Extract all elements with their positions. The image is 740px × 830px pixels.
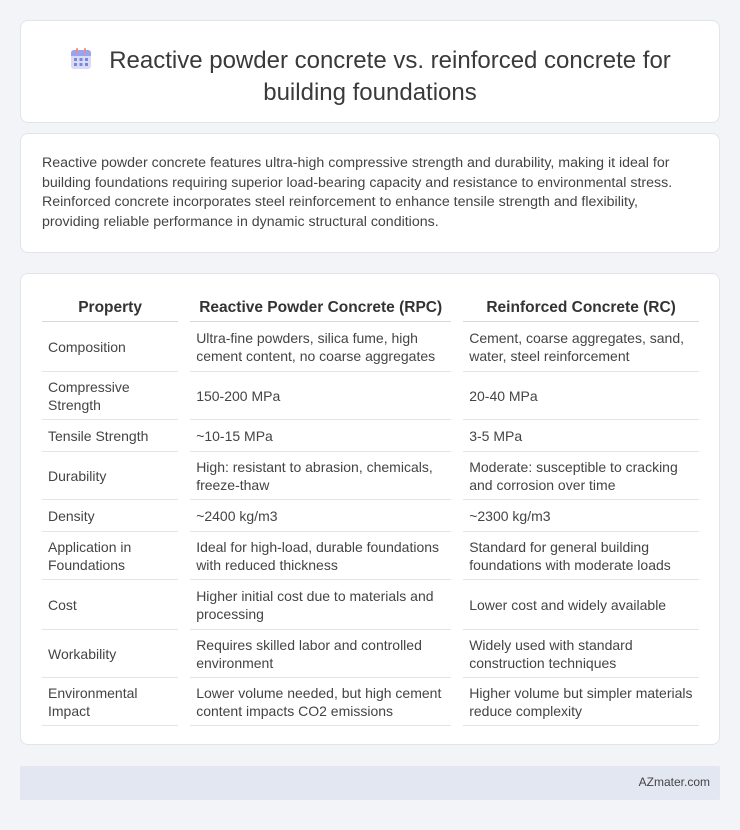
rc-cell: Lower cost and widely available xyxy=(463,580,699,630)
rpc-cell: High: resistant to abrasion, chemicals, freeze-thaw xyxy=(190,452,451,500)
property-cell: Compressive Strength xyxy=(42,372,178,420)
rpc-cell: Ideal for high-load, durable foundations with reduced thickness xyxy=(190,532,451,580)
calendar-icon xyxy=(69,47,93,71)
title-line-1: Reactive powder concrete vs. reinforced concrete for xyxy=(109,47,671,74)
comparison-card xyxy=(20,273,720,745)
table-row xyxy=(42,532,699,580)
footer-brand: AZmater.com xyxy=(638,775,710,789)
rpc-cell: 150-200 MPa xyxy=(190,372,451,420)
property-cell: Application in Foundations xyxy=(42,532,178,580)
property-cell: Cost xyxy=(42,580,178,630)
property-cell: Durability xyxy=(42,452,178,500)
property-cell: Workability xyxy=(42,630,178,678)
table-row xyxy=(42,372,699,420)
title-line-2: building foundations xyxy=(263,79,477,106)
rpc-cell: Higher initial cost due to materials and processing xyxy=(190,580,451,630)
title-card xyxy=(20,20,720,123)
header-rc: Reinforced Concrete (RC) xyxy=(463,295,699,322)
table-row xyxy=(42,322,699,372)
property-cell: Density xyxy=(42,500,178,532)
page-title xyxy=(21,45,719,109)
rc-cell: Cement, coarse aggregates, sand, water, steel reinforcement xyxy=(463,322,699,372)
footer-bar xyxy=(20,766,720,800)
table-row xyxy=(42,630,699,678)
description-card xyxy=(20,133,720,253)
table-row xyxy=(42,678,699,726)
rpc-cell: ~10-15 MPa xyxy=(190,420,451,452)
property-cell: Tensile Strength xyxy=(42,420,178,452)
property-cell: Composition xyxy=(42,322,178,372)
property-cell: Environmental Impact xyxy=(42,678,178,726)
rc-cell: Widely used with standard construction techniques xyxy=(463,630,699,678)
rc-cell: 3-5 MPa xyxy=(463,420,699,452)
table-row xyxy=(42,500,699,532)
rpc-cell: Requires skilled labor and controlled environment xyxy=(190,630,451,678)
rc-cell: Moderate: susceptible to cracking and corrosion over time xyxy=(463,452,699,500)
header-property: Property xyxy=(42,295,178,322)
table-row xyxy=(42,452,699,500)
table-row xyxy=(42,580,699,630)
rc-cell: 20-40 MPa xyxy=(463,372,699,420)
comparison-table xyxy=(42,295,699,726)
header-rpc: Reactive Powder Concrete (RPC) xyxy=(190,295,451,322)
description-text: Reactive powder concrete features ultra-high compressive strength and durability, making it ideal for building foundations requiring superior load-bearing capacity and resistance to environmental stress. Reinforced concrete incorporates steel reinforcement to enhance tensile strength and flexibility, providing reliable performance in dynamic structural conditions. xyxy=(42,155,673,230)
rc-cell: ~2300 kg/m3 xyxy=(463,500,699,532)
rc-cell: Standard for general building foundations with moderate loads xyxy=(463,532,699,580)
rpc-cell: ~2400 kg/m3 xyxy=(190,500,451,532)
table-row xyxy=(42,420,699,452)
rpc-cell: Lower volume needed, but high cement content impacts CO2 emissions xyxy=(190,678,451,726)
table-header-row xyxy=(42,295,699,322)
rpc-cell: Ultra-fine powders, silica fume, high cement content, no coarse aggregates xyxy=(190,322,451,372)
rc-cell: Higher volume but simpler materials reduce complexity xyxy=(463,678,699,726)
